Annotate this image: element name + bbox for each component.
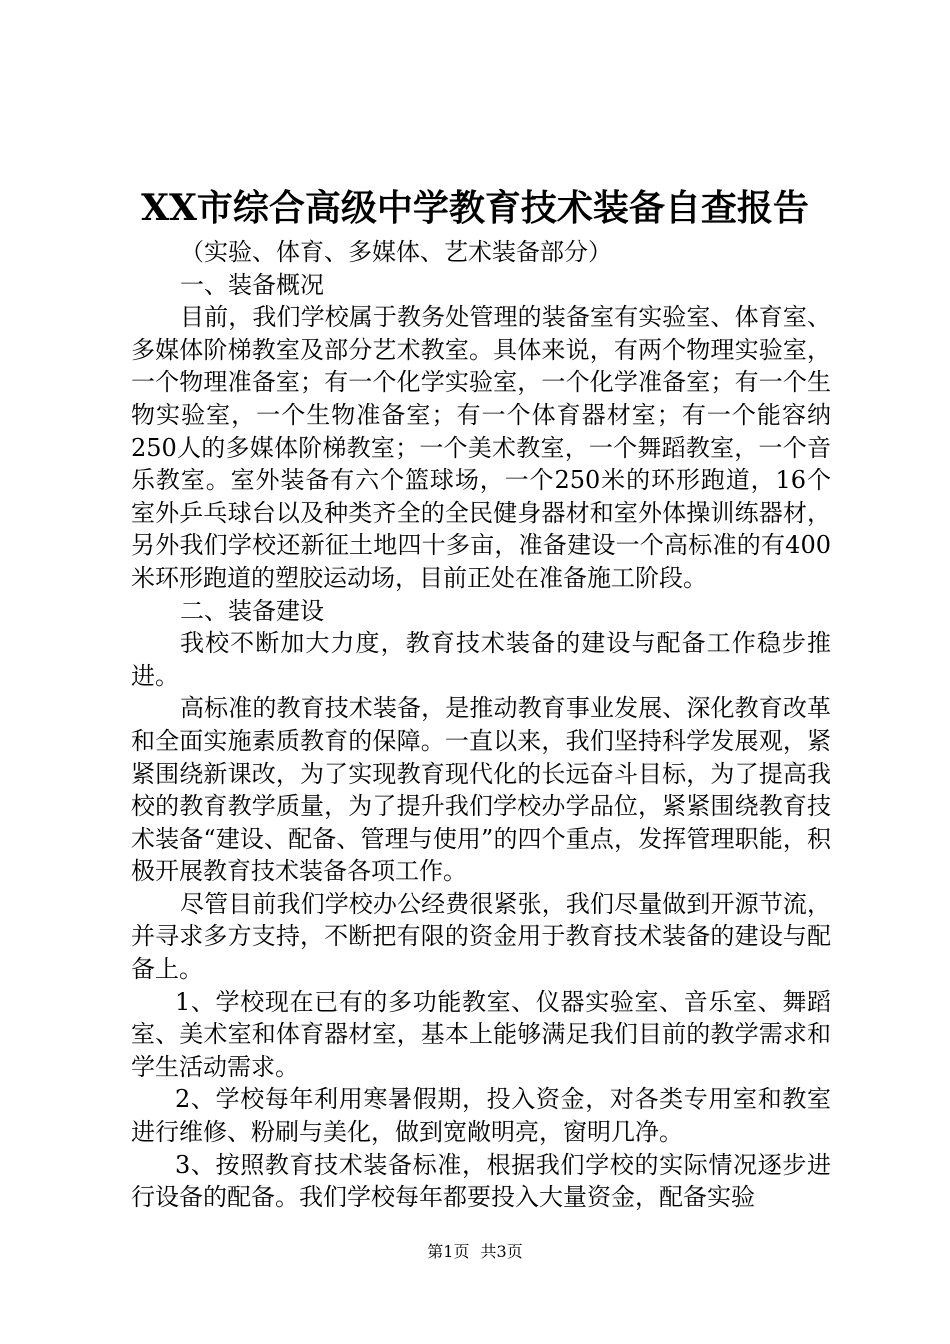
list-item: 1、学校现在已有的多功能教室、仪器实验室、音乐室、舞蹈室、美术室和体育器材室，基本上能够满足我们目前的教学需求和学生活动需求。 [131,987,831,1081]
page-footer [0,1242,950,1262]
paragraph: 高标准的教育技术装备，是推动教育事业发展、深化教育改革和全面实施素质教育的保障。一直以来，我们坚持科学发展观，紧紧围绕新课改，为了实现教育现代化的长远奋斗目标，为了提高我校的教育教学质量，为了提升我们学校办学品位，紧紧围绕教育技术装备“建设、配备、管理与使用”的四个重点，发挥管理职能，积极开展教育技术装备各项工作。 [131,694,831,886]
list-item: 2、学校每年利用寒暑假期，投入资金，对各类专用室和教室进行维修、粉刷与美化，做到宽敞明亮，窗明几净。 [131,1085,831,1147]
paragraph: 尽管目前我们学校办公经费很紧张，我们尽量做到开源节流，并寻求多方支持，不断把有限的资金用于教育技术装备的建设与配备上。 [131,889,831,984]
section-heading-1: 一、装备概况 [180,270,324,299]
list-item: 3、按照教育技术装备标准，根据我们学校的实际情况逐步进行设备的配备。我们学校每年都要投入大量资金，配备实验 [131,1150,831,1212]
subtitle: （实验、体育、多媒体、艺术装备部分） [180,238,612,266]
paragraph: 我校不断加大力度，教育技术装备的建设与配备工作稳步推进。 [131,629,831,690]
section-heading-2: 二、装备建设 [180,596,324,625]
document-body [131,236,831,1214]
paragraph: 目前，我们学校属于教务处管理的装备室有实验室、体育室、多媒体阶梯教室及部分艺术教室。具体来说，有两个物理实验室，一个物理准备室；有一个化学实验室，一个化学准备室；有一个生物实验室，一个生物准备室；有一个体育器材室；有一个能容纳250人的多媒体阶梯教室；一个美术教室，一个舞蹈教室，一个音乐教室。室外装备有六个篮球场，一个250米的环形跑道，16个室外乒乓球台以及种类齐全的全民健身器材和室外体操训练器材，另外我们学校还新征土地四十多亩，准备建设一个高标准的有400米环形跑道的塑胶运动场，目前正处在准备施工阶段。 [131,303,831,592]
document-title: XX市综合高级中学教育技术装备自查报告 [141,187,809,229]
page-number: 第1页 [427,1242,470,1261]
page-total: 共3页 [480,1242,523,1261]
